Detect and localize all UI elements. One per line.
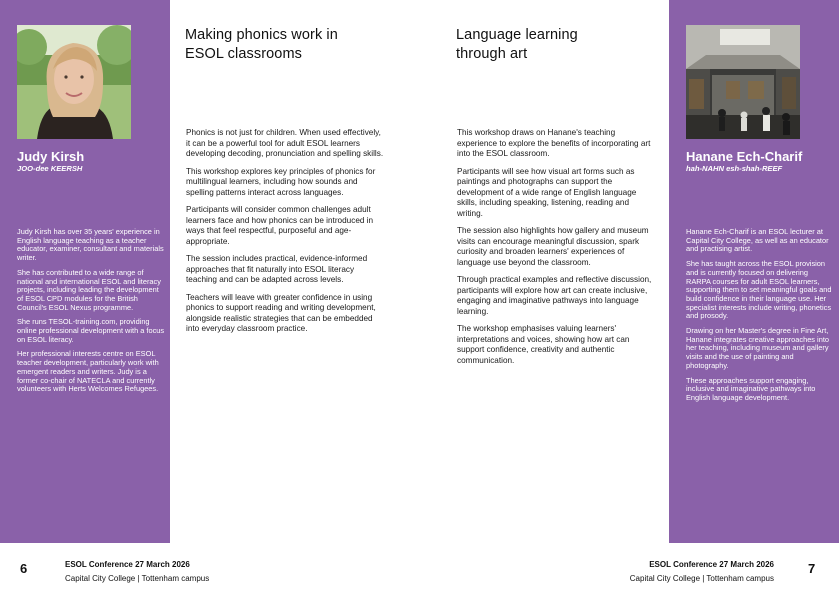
bio-paragraph: Hanane Ech-Charif is an ESOL lecturer at Capital City College, as well as an educator and practising artist. xyxy=(686,227,829,254)
speaker-name: Hanane Ech-Charif xyxy=(686,149,803,164)
bio-paragraph: These approaches support engaging, inclusive and imaginative pathways into English language development. xyxy=(686,375,816,402)
article-paragraph: Teachers will leave with greater confidence in using phonics to support reading and writing development, alongside realistic strategies that can be embedded into everyday classroom practice. xyxy=(186,292,376,333)
footer-venue-left: Capital City College | Tottenham campus xyxy=(65,574,210,583)
speaker-pronunciation: hah-NAHN esh-shah-REEF xyxy=(686,164,783,173)
title-line: Making phonics work in xyxy=(185,27,338,43)
title-line: through art xyxy=(456,46,528,62)
article-paragraph: The session also highlights how gallery and museum visits can encourage meaningful discussion, spark curiosity and broaden learners' experiences of language use beyond the classroom. xyxy=(457,226,649,267)
page-footer xyxy=(0,543,839,595)
article-paragraph: Phonics is not just for children. When used effectively, it can be a powerful tool for adult ESOL learners developing decoding, pronunciation and spelling skills. xyxy=(186,128,384,158)
speaker-pronunciation: JOO-dee KEERSH xyxy=(17,164,83,173)
footer-event-left: ESOL Conference 27 March 2026 xyxy=(65,560,190,569)
article-paragraph: This workshop draws on Hanane's teaching experience to explore the benefits of incorporating art into the ESOL classroom. xyxy=(457,128,651,158)
speaker-bio xyxy=(17,228,165,400)
speaker-bio xyxy=(686,228,834,409)
footer-event-right: ESOL Conference 27 March 2026 xyxy=(649,560,774,569)
workshop-description xyxy=(457,128,657,373)
article-paragraph: Participants will consider common challenges adult learners face and how phonics can be introduced in ways that feel respectful, purposeful and age-appropriate. xyxy=(186,205,374,246)
right-speaker-panel xyxy=(669,0,839,543)
speaker-name: Judy Kirsh xyxy=(17,149,85,164)
page-number-left: 6 xyxy=(20,561,28,576)
bio-paragraph: She has contributed to a wide range of national and international ESOL and literacy projects, including leading the development of ESOL CPD modules for the British Council's ESOL Nexus programme. xyxy=(17,267,161,312)
footer-venue-right: Capital City College | Tottenham campus xyxy=(629,574,774,583)
title-line: ESOL classrooms xyxy=(185,46,302,62)
workshop-title xyxy=(456,26,578,64)
article-paragraph: Participants will see how visual art forms such as paintings and photographs can support the development of a wide range of English language skills, including speaking, listening, reading and writing. xyxy=(457,166,637,218)
bio-paragraph: Her professional interests centre on ESOL teacher development, particularly work with emergent readers and writers. Judy is a former co-chair of NATECLA and currently volunteers with Herts Welcomes Refugees. xyxy=(17,349,159,394)
article-paragraph: The session includes practical, evidence-informed approaches that fit naturally into ESOL literacy teaching and can be adapted across levels. xyxy=(186,254,368,284)
bio-paragraph: Judy Kirsh has over 35 years' experience in English language teaching as a teacher educator, examiner, consultant and materials writer. xyxy=(17,227,164,263)
left-speaker-panel xyxy=(0,0,170,543)
article-paragraph: Through practical examples and reflective discussion, participants will explore how art can create inclusive, engaging and imaginative pathways into language learning. xyxy=(457,275,652,316)
workshop-description xyxy=(186,128,384,342)
bio-paragraph: Drawing on her Master's degree in Fine Art, Hanane integrates creative approaches into her teaching, including museum and gallery visits and the use of painting and photography. xyxy=(686,326,829,370)
hanane-ech-charif-photo xyxy=(686,25,800,139)
page-number-right: 7 xyxy=(808,561,816,576)
title-line: Language learning xyxy=(456,27,578,43)
workshop-title xyxy=(185,26,338,64)
judy-kirsh-photo xyxy=(17,25,131,139)
article-paragraph: This workshop explores key principles of phonics for multilingual learners, including how sounds and spelling patterns interact across languages. xyxy=(186,166,376,197)
bio-paragraph: She runs TESOL-training.com, providing online professional development with a focus on ESOL literacy. xyxy=(17,317,165,344)
bio-paragraph: She has taught across the ESOL provision and is currently focused on delivering RARPA courses for adult ESOL learners, supporting them to set meaningful goals and build confidence in their language use. Her specialist interests include writing, phonetics and prosody. xyxy=(686,259,832,321)
article-paragraph: The workshop emphasises valuing learners' interpretations and voices, showing how art can support confidence, creativity and authentic communication. xyxy=(457,324,630,365)
